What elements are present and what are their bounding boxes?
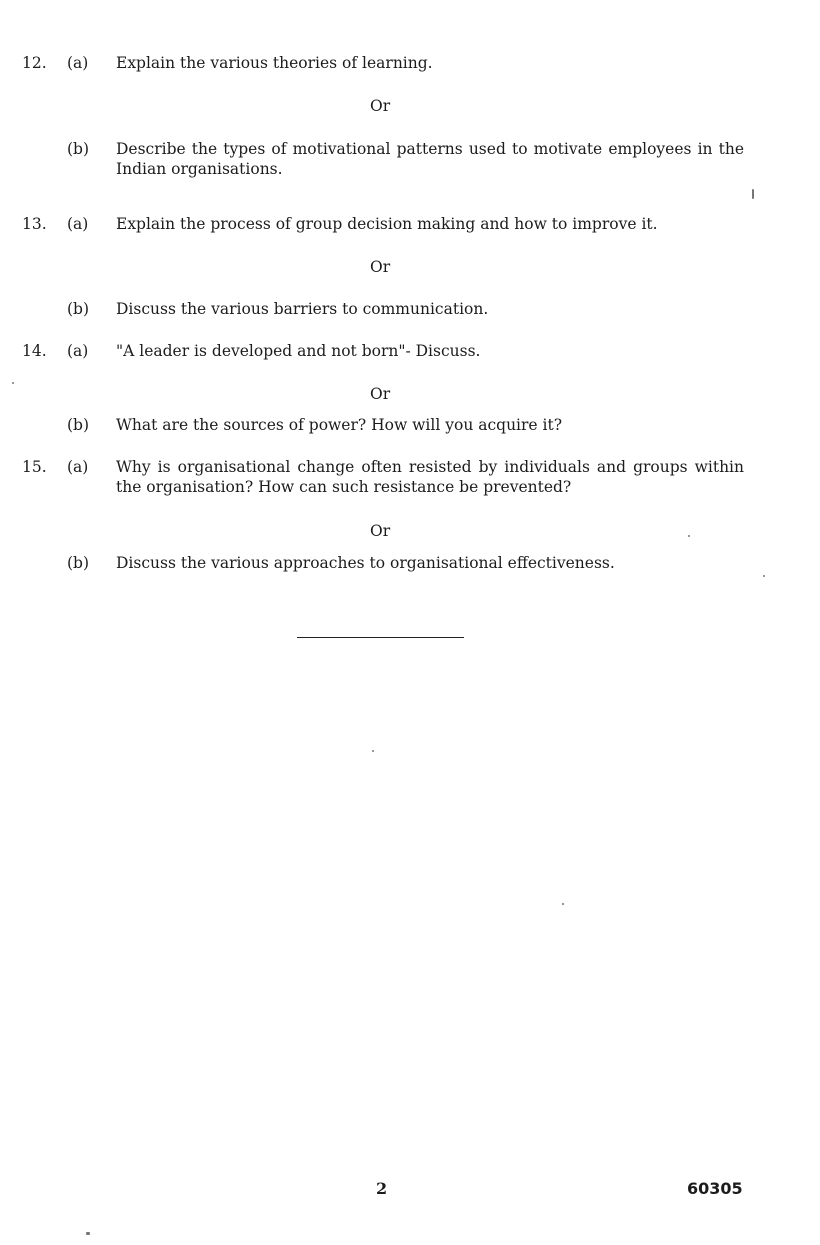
part-label: (b) [67,554,90,572]
part-label: (a) [67,342,89,360]
scan-speck [752,189,754,199]
or-separator: Or [370,258,391,276]
part-label: (b) [67,416,90,434]
part-label: (b) [67,140,90,158]
part-label: (a) [67,54,89,72]
document-code: 60305 [687,1179,743,1198]
question-number: 13. [22,215,47,233]
question-text: Why is organisational change often resisted by individuals and groups within the organisation? How can such resistance be prevented? [116,458,744,496]
question-text: Explain the process of group decision making and how to improve it. [116,215,658,233]
question-text: Discuss the various approaches to organisational effectiveness. [116,554,615,572]
scan-speck [86,1232,90,1235]
scan-speck [562,903,564,905]
scan-speck [372,750,374,752]
question-number: 15. [22,458,47,476]
scan-speck [763,575,765,577]
question-text: What are the sources of power? How will you acquire it? [116,416,563,434]
question-number: 14. [22,342,47,360]
question-text: Discuss the various barriers to communication. [116,300,489,318]
question-text: Describe the types of motivational patterns used to motivate employees in the Indian organisations. [116,140,744,178]
question-text: "A leader is developed and not born"- Discuss. [116,342,481,360]
page-number: 2 [376,1179,388,1198]
part-label: (b) [67,300,90,318]
question-text: Explain the various theories of learning. [116,54,433,72]
or-separator: Or [370,97,391,115]
part-label: (a) [67,458,89,476]
or-separator: Or [370,385,391,403]
or-separator: Or [370,522,391,540]
scan-speck [12,382,14,384]
question-number: 12. [22,54,47,72]
part-label: (a) [67,215,89,233]
scan-speck [688,535,690,537]
end-rule [297,637,464,638]
